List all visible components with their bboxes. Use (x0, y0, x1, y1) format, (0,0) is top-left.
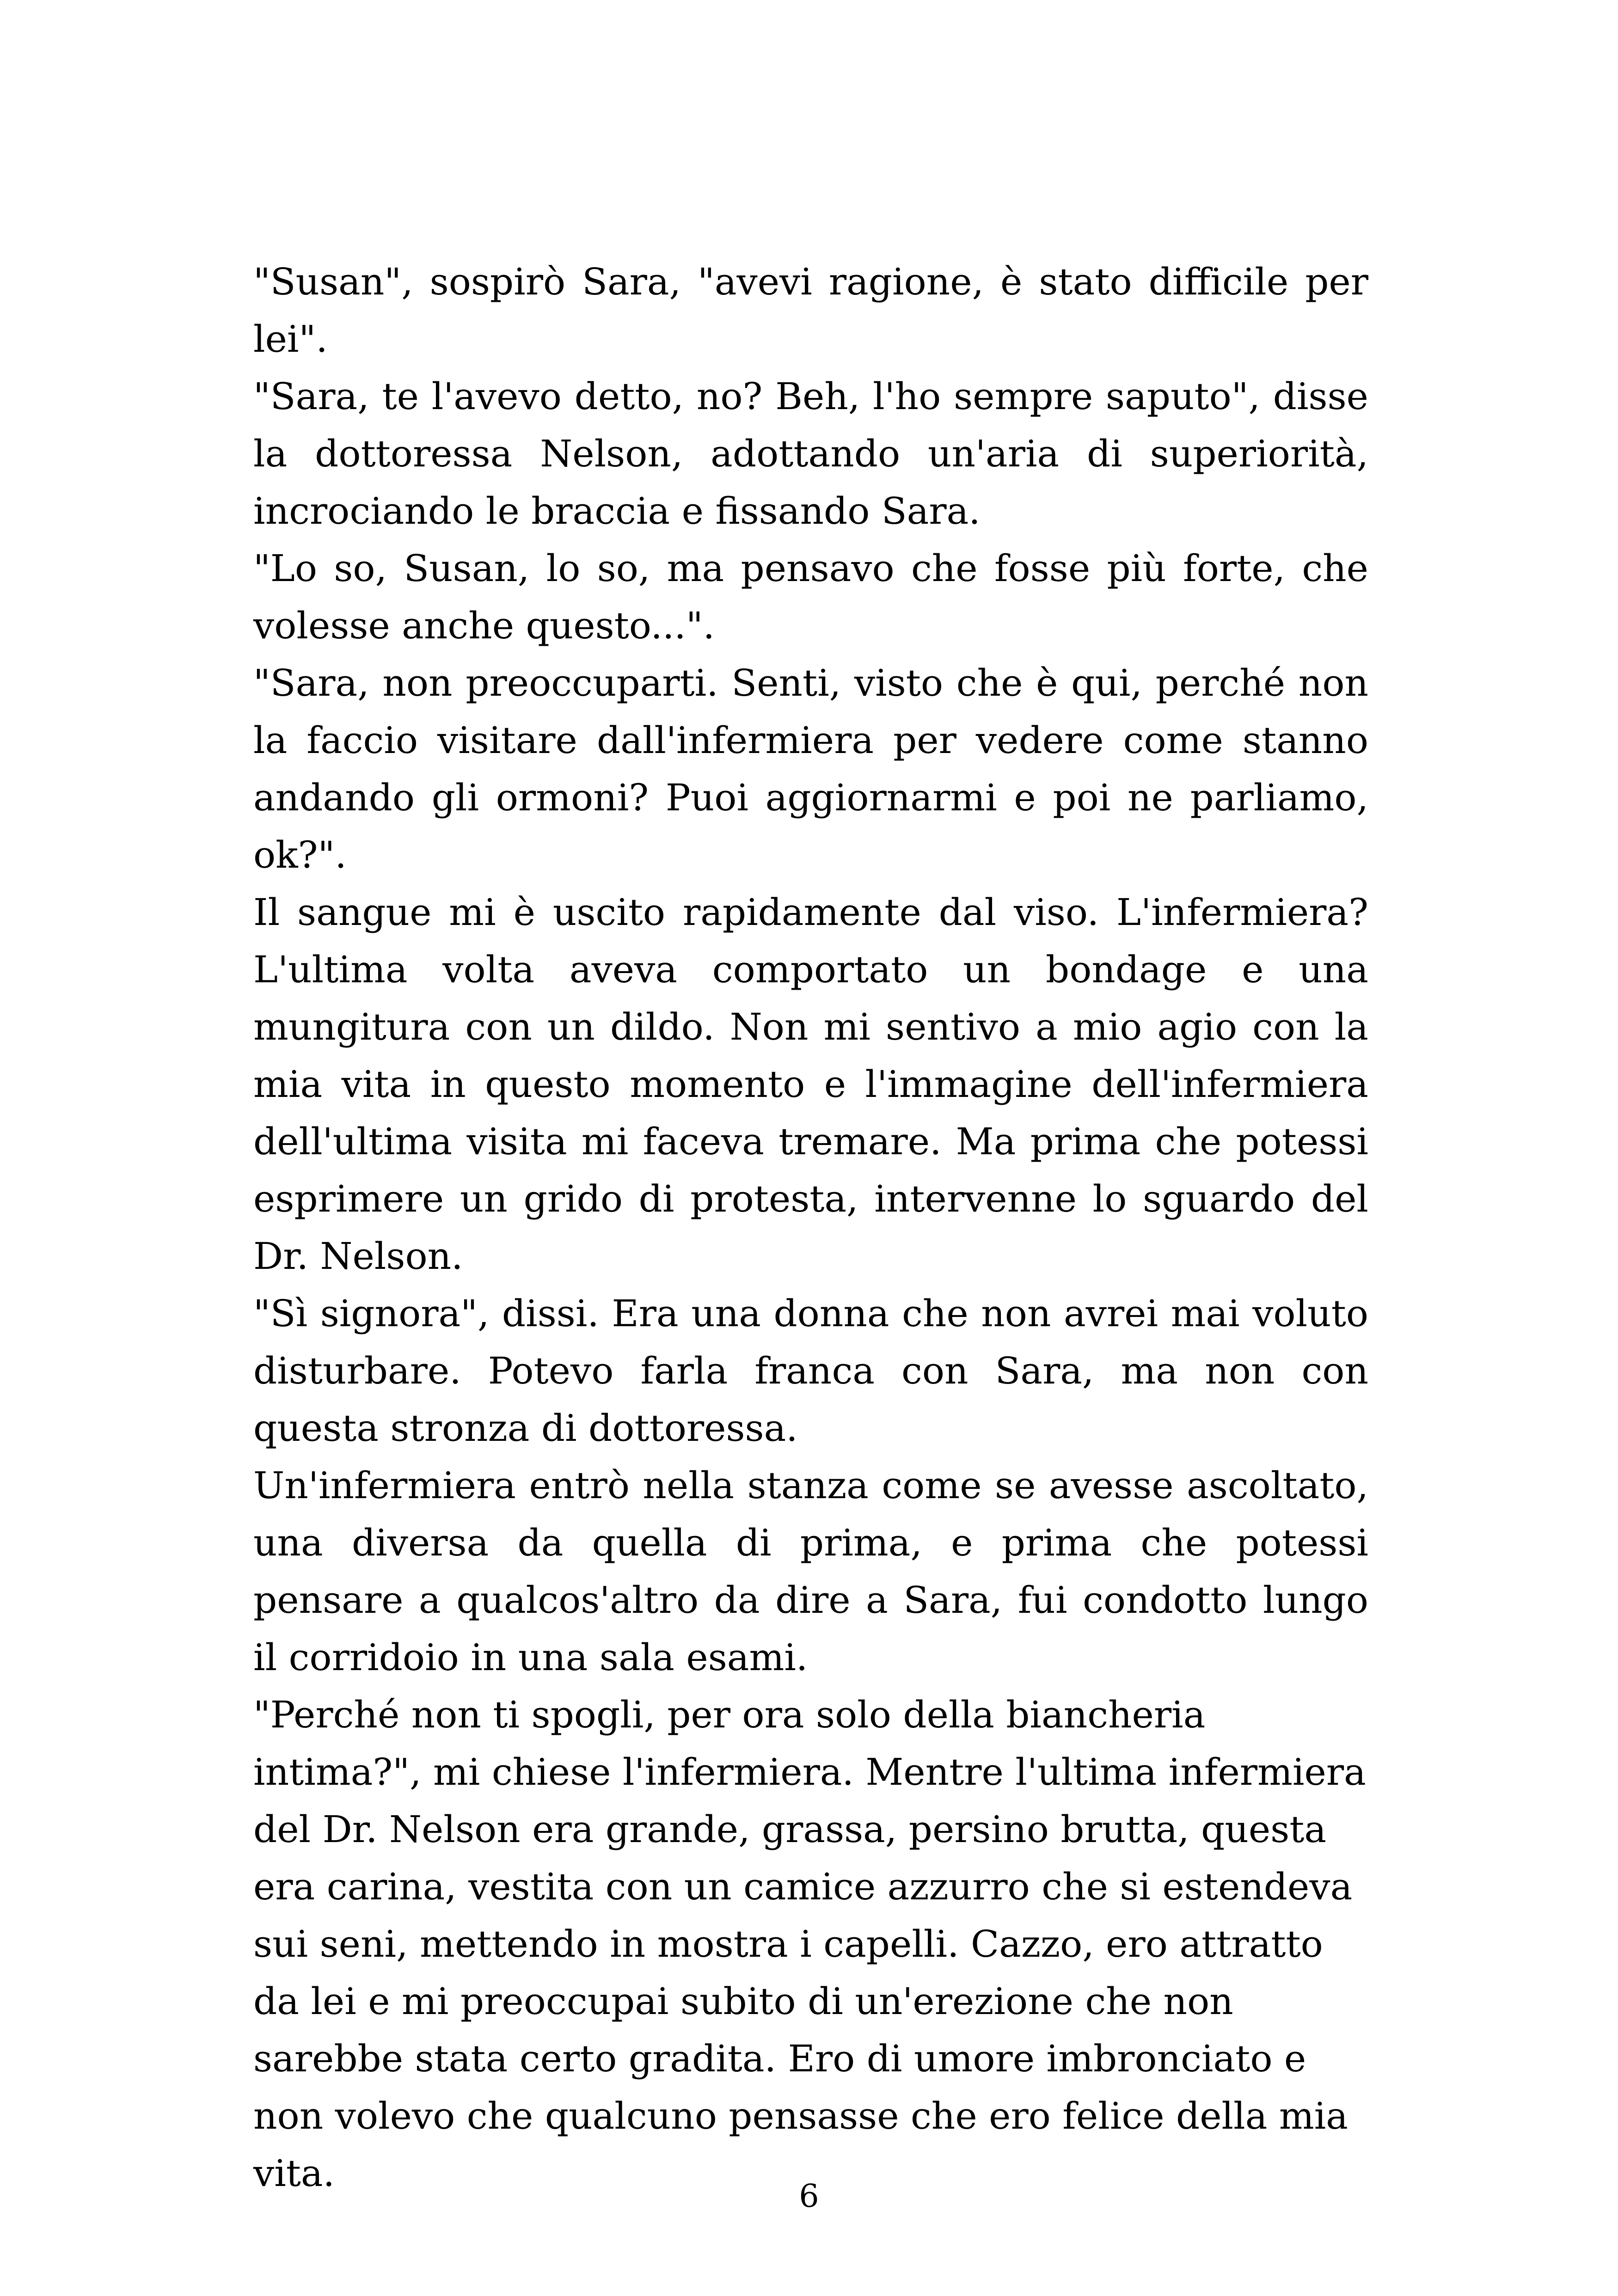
paragraph-2: "Sara, te l'avevo detto, no? Beh, l'ho sempre saputo", disse la dottoressa Nelson, adottando un'aria di superiorità, incrociando le braccia e fissando Sara. (253, 375, 1368, 533)
paragraph-8: "Perché non ti spogli, per ora solo della biancheria intima?", mi chiese l'infermiera. Mentre l'ultima infermiera del Dr. Nelson era grande, grassa, persino brutta, questa era carina, vestita con un camice azzurro che si estendeva sui seni, mettendo in mostra i capelli. Cazzo, ero attratto da lei e mi preoccupai subito di un'erezione che non sarebbe stata certo gradita. Ero di umore imbronciato e non volevo che qualcuno pensasse che ero felice della mia vita. (253, 1693, 1366, 2195)
paragraph-5: Il sangue mi è uscito rapidamente dal viso. L'infermiera? L'ultima volta aveva comportato un bondage e una mungitura con un dildo. Non mi sentivo a mio agio con la mia vita in questo momento e l'immagine dell'infermiera dell'ultima visita mi faceva tremare. Ma prima che potessi esprimere un grido di protesta, intervenne lo sguardo del Dr. Nelson. (253, 891, 1368, 1278)
paragraph-3: "Lo so, Susan, lo so, ma pensavo che fosse più forte, che volesse anche questo...". (253, 547, 1368, 647)
page-number: 6 (799, 2178, 819, 2215)
paragraph-6: "Sì signora", dissi. Era una donna che non avrei mai voluto disturbare. Potevo farla franca con Sara, ma non con questa stronza di dottoressa. (253, 1292, 1368, 1450)
paragraph-7: Un'infermiera entrò nella stanza come se avesse ascoltato, una diversa da quella di prima, e prima che potessi pensare a qualcos'altro da dire a Sara, fui condotto lungo il corridoio in una sala esami. (253, 1464, 1368, 1679)
paragraph-1: "Susan", sospirò Sara, "avevi ragione, è stato difficile per lei". (253, 260, 1368, 361)
body-text (253, 253, 1368, 2202)
paragraph-4: "Sara, non preoccuparti. Senti, visto che è qui, perché non la faccio visitare dall'infermiera per vedere come stanno andando gli ormoni? Puoi aggiornarmi e poi ne parliamo, ok?". (253, 661, 1368, 876)
